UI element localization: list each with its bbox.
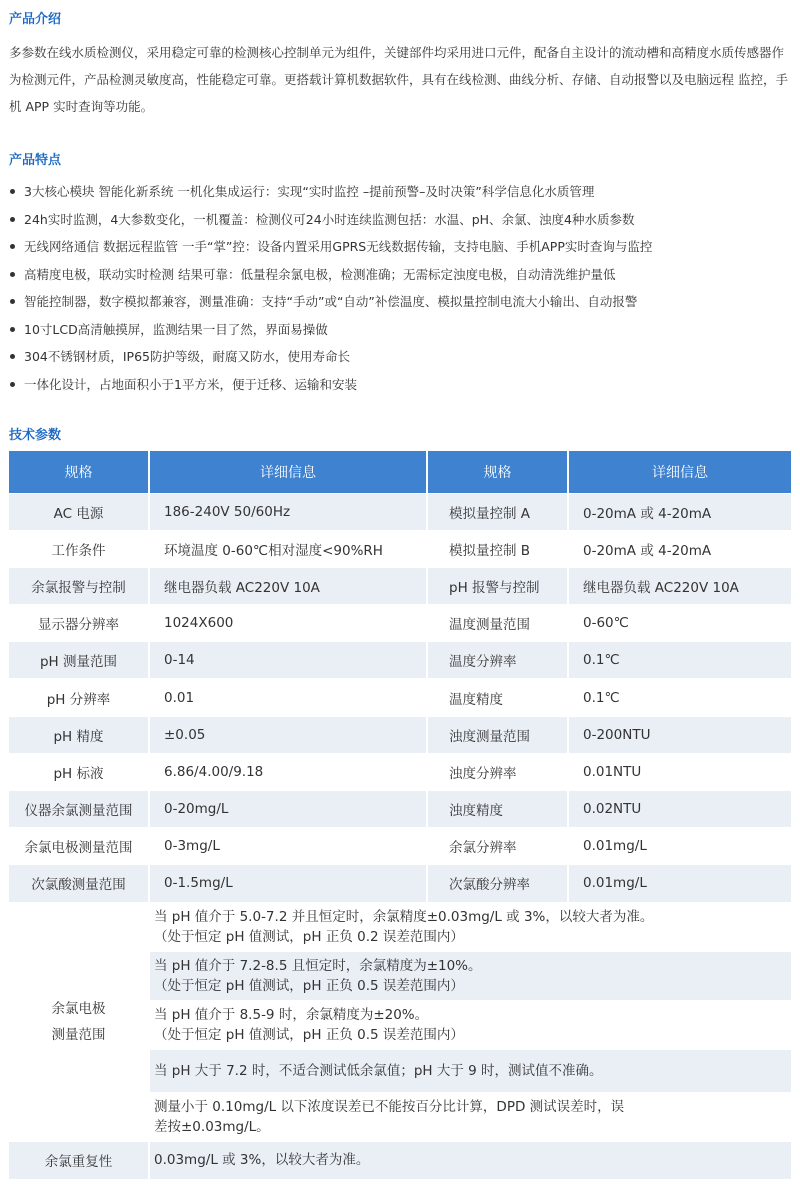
table-row bbox=[9, 791, 791, 828]
accuracy-detail: 当 pH 值介于 5.0-7.2 并且恒定时，余氯精度±0.03mg/L 或 3%，以较大者为准。 （处于恒定 pH 值测试，pH 正负 0.2 误差范围内） bbox=[149, 902, 791, 951]
bullet-icon bbox=[10, 354, 15, 359]
bullet-icon bbox=[10, 272, 15, 277]
features-title: 产品特点 bbox=[9, 153, 62, 168]
bullet-icon bbox=[10, 244, 15, 249]
bullet-icon bbox=[10, 217, 15, 222]
header-detail: 详细信息 bbox=[149, 451, 427, 493]
spec-label: 工作条件 bbox=[9, 530, 149, 567]
table-row bbox=[9, 567, 791, 604]
header-spec: 规格 bbox=[9, 451, 149, 493]
spec-label: 温度测量范围 bbox=[427, 605, 568, 642]
accuracy-detail: 当 pH 值介于 8.5-9 时，余氯精度为±20%。 （处于恒定 pH 值测试，pH 正负 0.5 误差范围内） bbox=[149, 1000, 791, 1049]
feature-item: 智能控制器，数字模拟都兼容，测量准确：支持“手动”或“自动”补偿温度、模拟量控制电流大小输出、自动报警 bbox=[9, 288, 793, 316]
spec-label: 模拟量控制 A bbox=[427, 493, 568, 530]
spec-value: 0-14 bbox=[149, 642, 427, 679]
spec-value: 0.01NTU bbox=[568, 753, 791, 790]
table-row bbox=[9, 753, 791, 790]
table-row bbox=[9, 530, 791, 567]
table-row bbox=[9, 605, 791, 642]
spec-label: AC 电源 bbox=[9, 493, 149, 530]
spec-label: 温度分辨率 bbox=[427, 642, 568, 679]
spec-value: 0-20mA 或 4-20mA bbox=[568, 493, 791, 530]
spec-value: 0-20mA 或 4-20mA bbox=[568, 530, 791, 567]
table-row bbox=[9, 716, 791, 753]
feature-item: 24h实时监测，4大参数变化，一机覆盖：检测仪可24小时连续监测包括：水温、pH、余氯、浊度4种水质参数 bbox=[9, 206, 793, 234]
table-row bbox=[9, 679, 791, 716]
spec-label: pH 报警与控制 bbox=[427, 567, 568, 604]
accuracy-label: 余氯电极 测量范围 bbox=[9, 902, 149, 1141]
spec-value: 0.1℃ bbox=[568, 679, 791, 716]
spec-label: 余氯重复性 bbox=[9, 1141, 149, 1179]
intro-title: 产品介绍 bbox=[9, 12, 62, 27]
intro-text: 多参数在线水质检测仪，采用稳定可靠的检测核心控制单元为组件，关键部件均采用进口元件，配备自主设计的流动槽和高精度水质传感器作为检测元件，产品检测灵敏度高，性能稳定可靠。更搭载计算机数据软件，具有在线检测、曲线分析、存储、自动报警以及电脑远程 监控，手机 APP 实时查询等功能。 bbox=[9, 45, 788, 114]
spec-value: 0.01 bbox=[149, 679, 427, 716]
bullet-icon bbox=[10, 382, 15, 387]
bullet-icon bbox=[10, 299, 15, 304]
spec-label: 显示器分辨率 bbox=[9, 605, 149, 642]
spec-label: 余氯报警与控制 bbox=[9, 567, 149, 604]
spec-label: pH 测量范围 bbox=[9, 642, 149, 679]
header-spec: 规格 bbox=[427, 451, 568, 493]
spec-value: 0.01mg/L bbox=[568, 865, 791, 902]
spec-value: 1024X600 bbox=[149, 605, 427, 642]
spec-value: 继电器负载 AC220V 10A bbox=[568, 567, 791, 604]
table-row bbox=[9, 642, 791, 679]
table-header-row bbox=[9, 451, 791, 493]
table-row bbox=[9, 828, 791, 865]
spec-label: 浊度测量范围 bbox=[427, 716, 568, 753]
spec-value: 0-20mg/L bbox=[149, 791, 427, 828]
accuracy-row bbox=[9, 902, 791, 951]
spec-value: 0-200NTU bbox=[568, 716, 791, 753]
spec-label: 浊度分辨率 bbox=[427, 753, 568, 790]
accuracy-detail: 测量小于 0.10mg/L 以下浓度误差已不能按百分比计算，DPD 测试误差时，误 差按±0.03mg/L。 bbox=[149, 1092, 791, 1141]
accuracy-detail: 当 pH 值介于 7.2-8.5 且恒定时，余氯精度为±10%。 （处于恒定 pH 值测试，pH 正负 0.5 误差范围内） bbox=[149, 951, 791, 1000]
spec-value: 0.03mg/L 或 3%，以较大者为准。 bbox=[149, 1141, 791, 1179]
specs-table bbox=[9, 451, 791, 1179]
spec-value: 0-1.5mg/L bbox=[149, 865, 427, 902]
table-row bbox=[9, 493, 791, 530]
accuracy-detail: 当 pH 大于 7.2 时，不适合测试低余氯值；pH 大于 9 时，测试值不准确。 bbox=[149, 1049, 791, 1092]
spec-label: pH 精度 bbox=[9, 716, 149, 753]
spec-value: ±0.05 bbox=[149, 716, 427, 753]
bullet-icon bbox=[10, 327, 15, 332]
spec-label: 温度精度 bbox=[427, 679, 568, 716]
spec-label: 次氯酸测量范围 bbox=[9, 865, 149, 902]
features-list bbox=[9, 178, 793, 398]
table-row bbox=[9, 865, 791, 902]
spec-label: 次氯酸分辨率 bbox=[427, 865, 568, 902]
feature-item: 10寸LCD高清触摸屏，监测结果一目了然，界面易操做 bbox=[9, 316, 793, 344]
spec-value: 6.86/4.00/9.18 bbox=[149, 753, 427, 790]
table-row bbox=[9, 1141, 791, 1179]
spec-label: pH 分辨率 bbox=[9, 679, 149, 716]
feature-item: 一体化设计，占地面积小于1平方米，便于迁移、运输和安装 bbox=[9, 371, 793, 399]
spec-value: 0.1℃ bbox=[568, 642, 791, 679]
spec-label: 仪器余氯测量范围 bbox=[9, 791, 149, 828]
spec-label: pH 标液 bbox=[9, 753, 149, 790]
spec-value: 继电器负载 AC220V 10A bbox=[149, 567, 427, 604]
feature-item: 3大核心模块 智能化新系统 一机化集成运行：实现“实时监控 –提前预警–及时决策”科学信息化水质管理 bbox=[9, 178, 793, 206]
feature-item: 高精度电极，联动实时检测 结果可靠：低量程余氯电极，检测准确；无需标定浊度电极，自动清洗维护量低 bbox=[9, 261, 793, 289]
spec-value: 186-240V 50/60Hz bbox=[149, 493, 427, 530]
spec-label: 余氯电极测量范围 bbox=[9, 828, 149, 865]
spec-label: 模拟量控制 B bbox=[427, 530, 568, 567]
spec-value: 0-60℃ bbox=[568, 605, 791, 642]
spec-label: 余氯分辨率 bbox=[427, 828, 568, 865]
feature-item: 304不锈钢材质，IP65防护等级，耐腐又防水，使用寿命长 bbox=[9, 343, 793, 371]
bullet-icon bbox=[10, 189, 15, 194]
specs-title: 技术参数 bbox=[9, 428, 62, 443]
spec-value: 0-3mg/L bbox=[149, 828, 427, 865]
spec-value: 环境温度 0-60℃相对湿度<90%RH bbox=[149, 530, 427, 567]
spec-label: 浊度精度 bbox=[427, 791, 568, 828]
header-detail: 详细信息 bbox=[568, 451, 791, 493]
spec-value: 0.02NTU bbox=[568, 791, 791, 828]
feature-item: 无线网络通信 数据远程监管 一手“掌”控：设备内置采用GPRS无线数据传输，支持电脑、手机APP实时查询与监控 bbox=[9, 233, 793, 261]
spec-value: 0.01mg/L bbox=[568, 828, 791, 865]
